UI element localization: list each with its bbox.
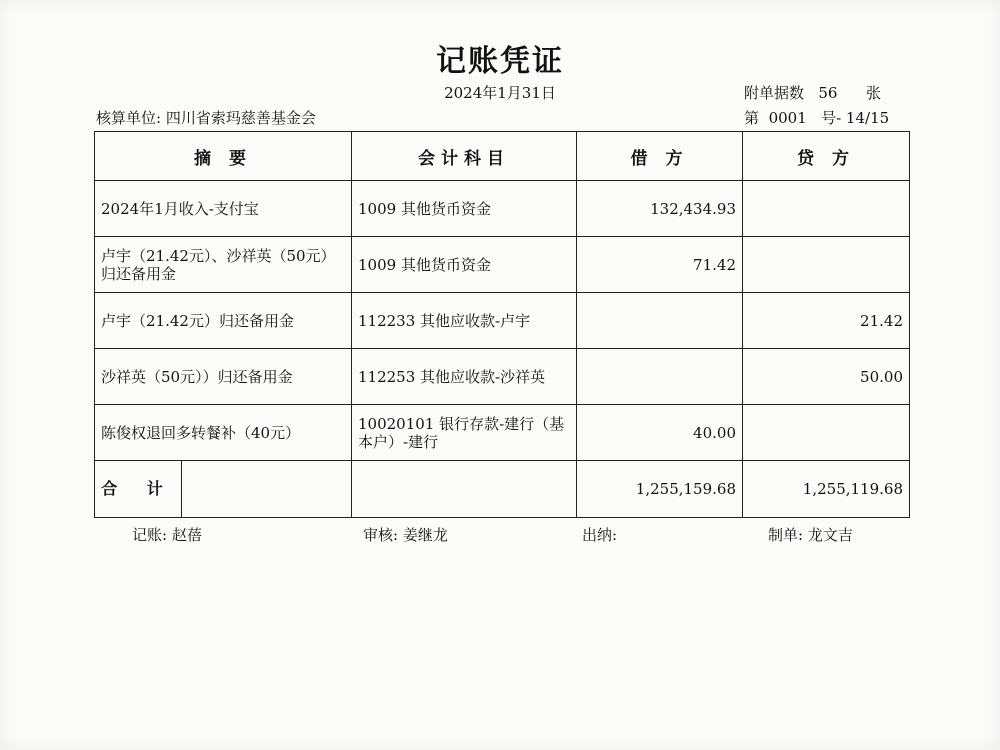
table-header-row [95,132,910,181]
row-account: 112233 其他应收款-卢宇 [352,293,577,349]
unit-label: 核算单位: [96,109,162,127]
row-summary: 卢宇（21.42元）、沙祥英（50元）归还备用金 [95,237,352,293]
attachments-info [744,82,881,103]
preparer-name: 龙文吉 [807,526,853,544]
total-credit: 1,255,119.68 [743,461,910,518]
row-credit [743,237,910,293]
bookkeeper-name: 赵蓓 [171,526,202,544]
row-account: 1009 其他货币资金 [352,237,577,293]
row-debit [577,349,743,405]
total-label: 合 计 [95,461,182,517]
row-summary: 沙祥英（50元））归还备用金 [95,349,352,405]
header-summary: 摘 要 [95,132,352,181]
reviewer-name: 姜继龙 [402,526,448,544]
voucher-no-suffix: 号- [821,109,842,127]
row-credit [743,405,910,461]
cashier-label: 出纳: [582,526,618,544]
total-blank [182,461,351,517]
voucher-number [744,107,889,128]
row-summary: 陈俊权退回多转餐补（40元） [95,405,352,461]
accounting-unit [96,107,316,128]
table-row [95,405,910,461]
row-debit [577,293,743,349]
voucher-no-prefix: 第 [744,109,760,127]
attachments-label: 附单据数 [744,84,805,102]
voucher-no-value: 0001 [768,109,807,127]
row-account: 10020101 银行存款-建行（基本户）-建行 [352,405,577,461]
unit-name: 四川省索玛慈善基金会 [165,109,316,127]
reviewer-label: 审核: [363,526,399,544]
row-debit: 71.42 [577,237,743,293]
row-summary: 2024年1月收入-支付宝 [95,181,352,237]
total-label-cell [95,461,352,518]
attachments-count: 56 [818,84,838,102]
header-account: 会计科目 [352,132,577,181]
row-debit: 132,434.93 [577,181,743,237]
voucher-title: 记账凭证 [436,44,564,79]
reviewer-signature [363,524,448,545]
preparer-signature [768,524,853,545]
row-credit: 21.42 [743,293,910,349]
row-summary: 卢宇（21.42元）归还备用金 [95,293,352,349]
bookkeeper-signature [132,524,202,545]
attachments-unit: 张 [866,84,882,102]
row-debit: 40.00 [577,405,743,461]
table-row [95,349,910,405]
total-debit: 1,255,159.68 [577,461,743,518]
row-account: 112253 其他应收款-沙祥英 [352,349,577,405]
header-debit: 借 方 [577,132,743,181]
bookkeeper-label: 记账: [132,526,168,544]
preparer-label: 制单: [768,526,804,544]
voucher-date: 2024年1月31日 [444,84,556,102]
table-row [95,181,910,237]
row-credit: 50.00 [743,349,910,405]
table-row [95,293,910,349]
total-row [95,461,910,518]
cashier-signature [582,524,617,545]
voucher-page: 14/15 [845,109,890,127]
row-account: 1009 其他货币资金 [352,181,577,237]
signature-line [0,524,1000,548]
total-account-blank [352,461,577,518]
voucher-table [94,131,910,518]
header-credit: 贷 方 [743,132,910,181]
table-row [95,237,910,293]
row-credit [743,181,910,237]
